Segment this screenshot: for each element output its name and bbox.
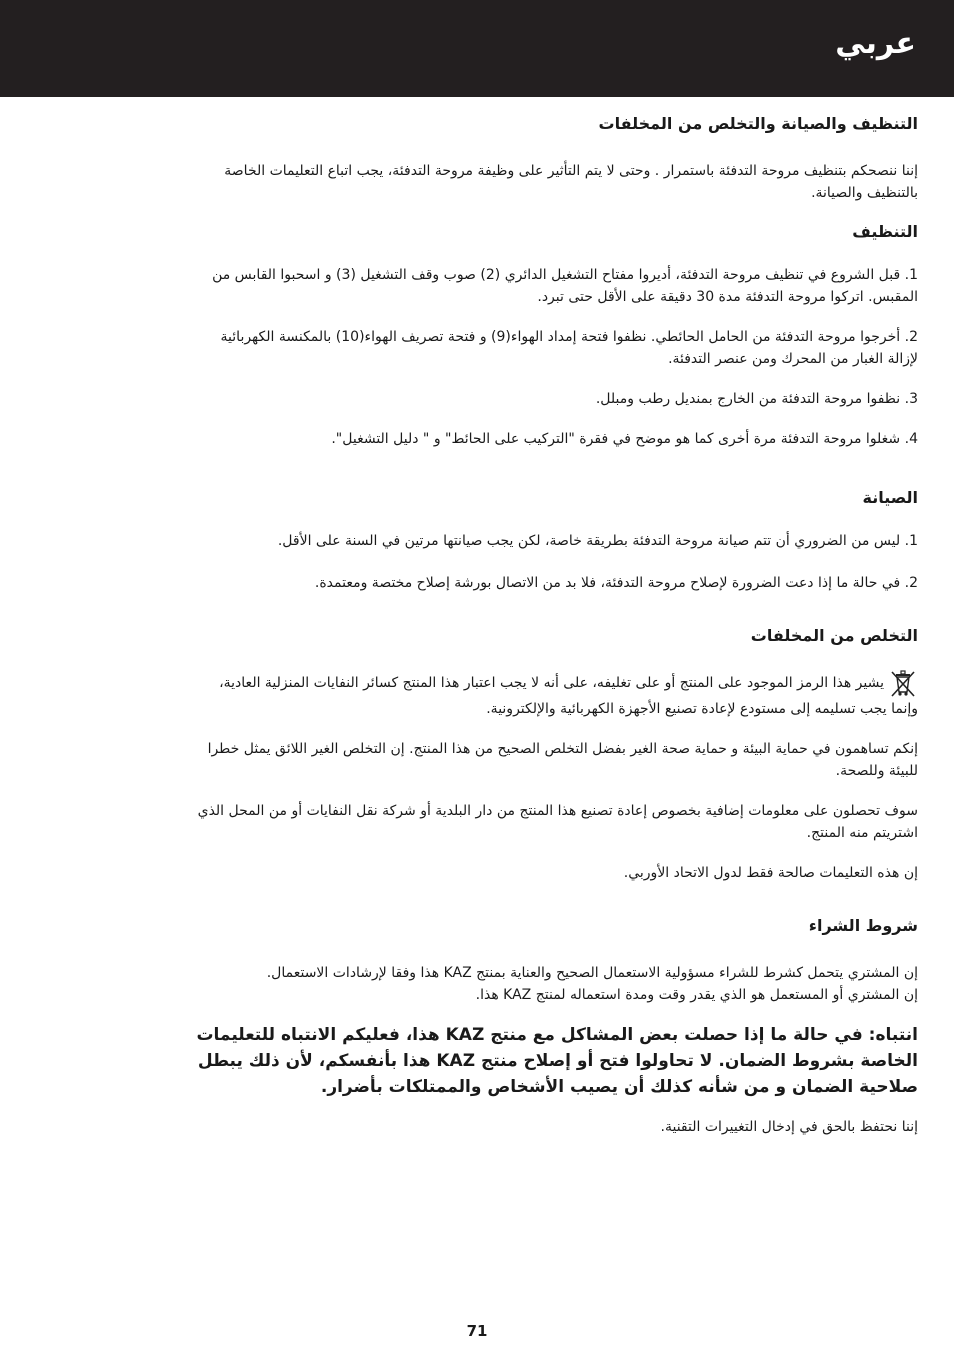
- section-title-cleaning: التنظيف: [852, 222, 918, 241]
- cleaning-item-4: 4. شغلوا مروحة التدفئة مرة أخرى كما هو موضح في فقرة "التركيب على الحائط" و " دليل التشغيل".: [331, 431, 918, 447]
- cleaning-item-3: 3. نظفوا مروحة التدفئة من الخارج بمنديل رطب ومبلل.: [595, 391, 918, 407]
- section-title-intro: التنظيف والصيانة والتخلص من المخلفات: [598, 114, 918, 133]
- maintenance-item-2: 2. في حالة ما إذا دعت الضرورة لإصلاح مروحة التدفئة، فلا بد من الاتصال بورشة إصلاح مختصة ومعتمدة.: [314, 575, 918, 591]
- section-title-purchase: شروط الشراء: [808, 916, 918, 935]
- disposal-paragraph-1-text: يشير هذا الرمز الموجود على المنتج أو على تغليفه، على أنه لا يجب اعتبار هذا المنتج كسائر النفايات المنزلية العادية، وإنما يجب تسليمه إلى مستودع لإعادة تصنيع الأجهزة الكهربائية والإلكترونية.: [219, 675, 918, 717]
- header-bar: [0, 0, 954, 97]
- language-title: عربي: [835, 26, 916, 61]
- section-title-disposal: التخلص من المخلفات: [750, 626, 918, 645]
- purchase-line-2: إن المشتري أو المستعمل هو الذي يقدر وقت ومدة استعماله لمنتج KAZ هذا.: [475, 987, 918, 1003]
- document-body: [190, 112, 918, 1138]
- section-title-maintenance: الصيانة: [862, 488, 918, 507]
- disposal-paragraph-1: [190, 668, 918, 720]
- cleaning-item-1: 1. قبل الشروع في تنظيف مروحة التدفئة، أديروا مفتاح التشغيل الدائري (2) صوب وقف التشغيل (3) و اسحبوا القابس من المقبس. اتركوا مروحة التدفئة مدة 30 دقيقة على الأقل حتى تبرد.: [212, 267, 918, 305]
- technical-changes-note: إننا نحتفظ بالحق في إدخال التغييرات التقنية.: [660, 1119, 918, 1135]
- cleaning-item-2: 2. أخرجوا مروحة التدفئة من الحامل الحائطي. نظفوا فتحة إمداد الهواء(9) و فتحة تصريف الهواء(10) بالمكنسة الكهربائية لإزالة الغبار من المحرك ومن عنصر التدفئة.: [220, 329, 918, 367]
- disposal-paragraph-3: سوف تحصلون على معلومات إضافية بخصوص إعادة تصنيع هذا المنتج من دار البلدية أو شركة نقل النفايات أو من المحل الذي اشتريتم منه المنتج.: [197, 803, 918, 841]
- disposal-paragraph-2: إنكم تساهمون في حماية البيئة و حماية صحة الغير بفضل التخلص الصحيح من هذا المنتج. إن التخلص الغير اللائق يمثل خطرا للبيئة وللصحة.: [207, 741, 918, 779]
- maintenance-item-1: 1. ليس من الضروري أن تتم صيانة مروحة التدفئة بطريقة خاصة، لكن يجب صيانتها مرتين في السنة على الأقل.: [277, 533, 918, 549]
- intro-paragraph: إننا ننصحكم بتنظيف مروحة التدفئة باستمرار . وحتى لا يتم التأثير على وظيفة مروحة التدفئة، يجب اتباع التعليمات الخاصة بالتنظيف والصيانة.: [224, 163, 918, 201]
- warranty-warning: انتباه: في حالة ما إذا حصلت بعض المشاكل مع منتج KAZ هذا، فعليكم الانتباه للتعليمات الخاصة بشروط الضمان. لا تحاولوا فتح أو إصلاح منتج KAZ هذا بأنفسكم، لأن ذلك يبطل صلاحية الضمان و من شأنه كذلك أن يصيب الأشخاص والممتلكات بأضرار.: [196, 1025, 918, 1097]
- page-number: 71: [466, 1322, 488, 1340]
- crossed-out-bin-icon: [888, 668, 918, 698]
- disposal-paragraph-4: إن هذه التعليمات صالحة فقط لدول الاتحاد الأوربي.: [623, 865, 918, 881]
- purchase-line-1: إن المشتري يتحمل كشرط للشراء مسؤولية الاستعمال الصحيح والعناية بمنتج KAZ هذا وفقا لإرشادات الاستعمال.: [266, 965, 918, 981]
